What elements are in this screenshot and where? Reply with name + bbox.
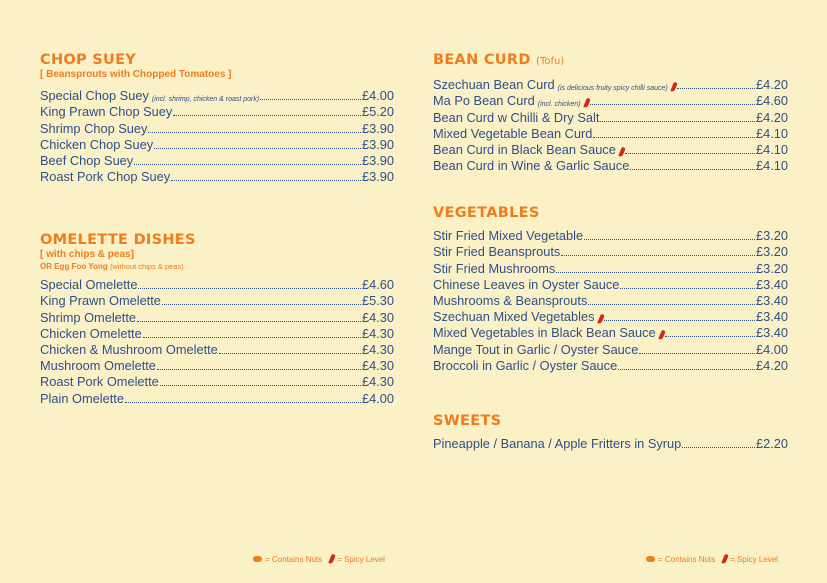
item-price: £3.40 — [755, 292, 788, 308]
dot-leader — [148, 132, 361, 133]
dot-leader — [677, 88, 755, 89]
item-list — [40, 276, 394, 406]
section-title: SWEETS — [433, 413, 502, 429]
section-title-text: BEAN CURD — [433, 52, 531, 68]
legend — [253, 554, 385, 564]
item-price: £4.20 — [755, 357, 788, 373]
dot-leader — [588, 304, 755, 305]
dot-leader — [134, 164, 361, 165]
item-list — [433, 76, 788, 173]
item-price: £4.00 — [361, 390, 394, 406]
item-price: £2.20 — [755, 436, 788, 452]
dot-leader — [604, 320, 755, 321]
dot-leader — [171, 180, 361, 181]
chop-suey-section — [40, 52, 394, 184]
item-name: Bean Curd in Black Bean Sauce — [433, 141, 616, 157]
menu-item — [40, 168, 394, 184]
item-price: £4.30 — [361, 309, 394, 325]
item-name: Roast Pork Chop Suey — [40, 169, 171, 185]
menu-item — [40, 276, 394, 292]
item-price: £3.40 — [755, 276, 788, 292]
chili-icon — [658, 330, 665, 341]
dot-leader — [561, 255, 755, 256]
menu-item — [433, 324, 788, 340]
chili-icon — [618, 147, 625, 158]
item-note: (is delicious fruity spicy chilli sauce) — [557, 85, 668, 93]
item-price: £3.40 — [755, 325, 788, 341]
legend-spicy-label: = Spicy Level — [337, 554, 385, 564]
menu-item — [40, 357, 394, 373]
section-title — [433, 52, 788, 70]
item-list — [40, 87, 394, 184]
item-price: £4.30 — [361, 374, 394, 390]
item-name: Special Chop Suey — [40, 88, 149, 104]
dot-leader — [219, 353, 361, 354]
item-name: Mange Tout in Garlic / Oyster Sauce — [433, 341, 639, 357]
dot-leader — [154, 148, 361, 149]
menu-item — [433, 141, 788, 157]
menu-item — [433, 292, 788, 308]
dot-leader — [682, 447, 755, 448]
item-price: £4.30 — [361, 325, 394, 341]
dot-leader — [625, 153, 755, 154]
item-price: £4.10 — [755, 141, 788, 157]
menu-item — [433, 308, 788, 324]
item-note: (incl. chicken) — [537, 101, 581, 109]
legend-spicy-label: = Spicy Level — [730, 554, 778, 564]
dot-leader — [639, 353, 755, 354]
menu-item — [40, 292, 394, 308]
dot-leader — [600, 121, 755, 122]
item-price: £4.00 — [361, 88, 394, 104]
menu-item — [40, 389, 394, 405]
item-note: (incl. shrimp, chicken & roast pork) — [151, 96, 260, 104]
sweets-section — [433, 413, 788, 451]
item-name: Bean Curd in Wine & Garlic Sauce — [433, 158, 630, 174]
item-price: £5.30 — [361, 293, 394, 309]
menu-item — [40, 373, 394, 389]
item-name: Shrimp Omelette — [40, 309, 137, 325]
chili-icon — [597, 314, 604, 325]
menu-item — [433, 76, 788, 92]
menu-item — [433, 243, 788, 259]
egg-foo-yong-note: (without chips & peas) — [109, 262, 184, 271]
section-title: OMELETTE DISHES — [40, 232, 196, 248]
nut-icon — [253, 556, 262, 562]
item-price: £3.90 — [361, 152, 394, 168]
item-name: Ma Po Bean Curd — [433, 93, 535, 109]
item-name: Stir Fried Mushrooms — [433, 260, 556, 276]
item-price: £4.10 — [755, 158, 788, 174]
dot-leader — [593, 137, 755, 138]
item-name: Stir Fried Mixed Vegetable — [433, 228, 584, 244]
menu-item — [40, 136, 394, 152]
item-price: £3.20 — [755, 260, 788, 276]
section-title: VEGETABLES — [433, 205, 540, 221]
item-name: Stir Fried Beansprouts — [433, 244, 561, 260]
item-price: £3.90 — [361, 169, 394, 185]
section-subtitle: [ Beansprouts with Chopped Tomatoes ] — [40, 69, 232, 80]
section-title: CHOP SUEY — [40, 52, 137, 68]
bean-curd-section — [433, 52, 788, 173]
item-price: £3.90 — [361, 120, 394, 136]
dot-leader — [157, 369, 361, 370]
dot-leader — [618, 369, 755, 370]
chili-icon — [670, 82, 677, 93]
item-price: £4.20 — [755, 109, 788, 125]
menu-item — [433, 435, 788, 451]
item-price: £4.30 — [361, 358, 394, 374]
item-price: £4.00 — [755, 341, 788, 357]
menu-item — [40, 152, 394, 168]
menu-item — [433, 340, 788, 356]
dot-leader — [260, 99, 361, 100]
item-price: £3.40 — [755, 309, 788, 325]
item-name: Mixed Vegetables in Black Bean Sauce — [433, 325, 656, 341]
item-list — [433, 435, 788, 451]
dot-leader — [162, 304, 361, 305]
menu-item — [433, 227, 788, 243]
menu-item — [40, 341, 394, 357]
item-name: Roast Pork Omelette — [40, 374, 159, 390]
dot-leader — [665, 336, 755, 337]
menu-item — [433, 259, 788, 275]
menu-item — [433, 357, 788, 373]
dot-leader — [160, 385, 361, 386]
dot-leader — [620, 288, 755, 289]
chili-icon — [721, 554, 728, 565]
item-name: Chicken Omelette — [40, 325, 142, 341]
egg-foo-yong-label: OR Egg Foo Yong — [40, 262, 108, 271]
item-price: £3.90 — [361, 136, 394, 152]
dot-leader — [143, 337, 361, 338]
dot-leader — [556, 272, 755, 273]
item-price: £3.20 — [755, 228, 788, 244]
item-name: Mushrooms & Beansprouts — [433, 292, 588, 308]
section-subtitle-egg-foo-yong — [40, 261, 394, 272]
item-price: £3.20 — [755, 244, 788, 260]
menu-item — [40, 87, 394, 103]
item-name: Szechuan Bean Curd — [433, 77, 555, 93]
menu-item — [433, 92, 788, 108]
item-price: £5.20 — [361, 104, 394, 120]
dot-leader — [590, 104, 755, 105]
item-name: King Prawn Chop Suey — [40, 104, 173, 120]
chili-icon — [583, 98, 590, 109]
item-price: £4.30 — [361, 341, 394, 357]
dot-leader — [125, 402, 361, 403]
section-title-tag: (Tofu) — [536, 56, 565, 67]
item-name: Broccoli in Garlic / Oyster Sauce — [433, 357, 618, 373]
nut-icon — [646, 556, 655, 562]
item-name: Bean Curd w Chilli & Dry Salt — [433, 109, 600, 125]
menu-item — [40, 325, 394, 341]
item-name: Plain Omelette — [40, 390, 124, 406]
item-name: Chicken & Mushroom Omelette — [40, 341, 218, 357]
item-name: King Prawn Omelette — [40, 293, 161, 309]
vegetables-section — [433, 205, 788, 373]
menu-item — [40, 308, 394, 324]
menu-item — [40, 119, 394, 135]
chili-icon — [328, 554, 335, 565]
omelette-section — [40, 232, 394, 406]
item-name: Mixed Vegetable Bean Curd — [433, 125, 593, 141]
item-name: Beef Chop Suey — [40, 152, 134, 168]
item-name: Shrimp Chop Suey — [40, 120, 148, 136]
dot-leader — [138, 288, 361, 289]
dot-leader — [137, 321, 361, 322]
item-name: Pineapple / Banana / Apple Fritters in Syrup — [433, 436, 682, 452]
dot-leader — [173, 115, 361, 116]
menu-item — [433, 108, 788, 124]
menu-item — [433, 125, 788, 141]
section-subtitle: [ with chips & peas] — [40, 249, 134, 260]
item-name: Chicken Chop Suey — [40, 136, 154, 152]
legend-nuts-label: = Contains Nuts — [658, 554, 716, 564]
dot-leader — [630, 169, 755, 170]
menu-item — [40, 103, 394, 119]
dot-leader — [584, 239, 755, 240]
legend-nuts-label: = Contains Nuts — [265, 554, 323, 564]
item-name: Chinese Leaves in Oyster Sauce — [433, 276, 620, 292]
item-price: £4.10 — [755, 125, 788, 141]
item-list — [433, 227, 788, 373]
item-name: Szechuan Mixed Vegetables — [433, 309, 595, 325]
legend — [646, 554, 778, 564]
item-price: £4.20 — [755, 77, 788, 93]
item-name: Mushroom Omelette — [40, 358, 156, 374]
menu-item — [433, 276, 788, 292]
item-price: £4.60 — [361, 277, 394, 293]
item-name: Special Omelette — [40, 277, 138, 293]
item-price: £4.60 — [755, 93, 788, 109]
menu-item — [433, 157, 788, 173]
